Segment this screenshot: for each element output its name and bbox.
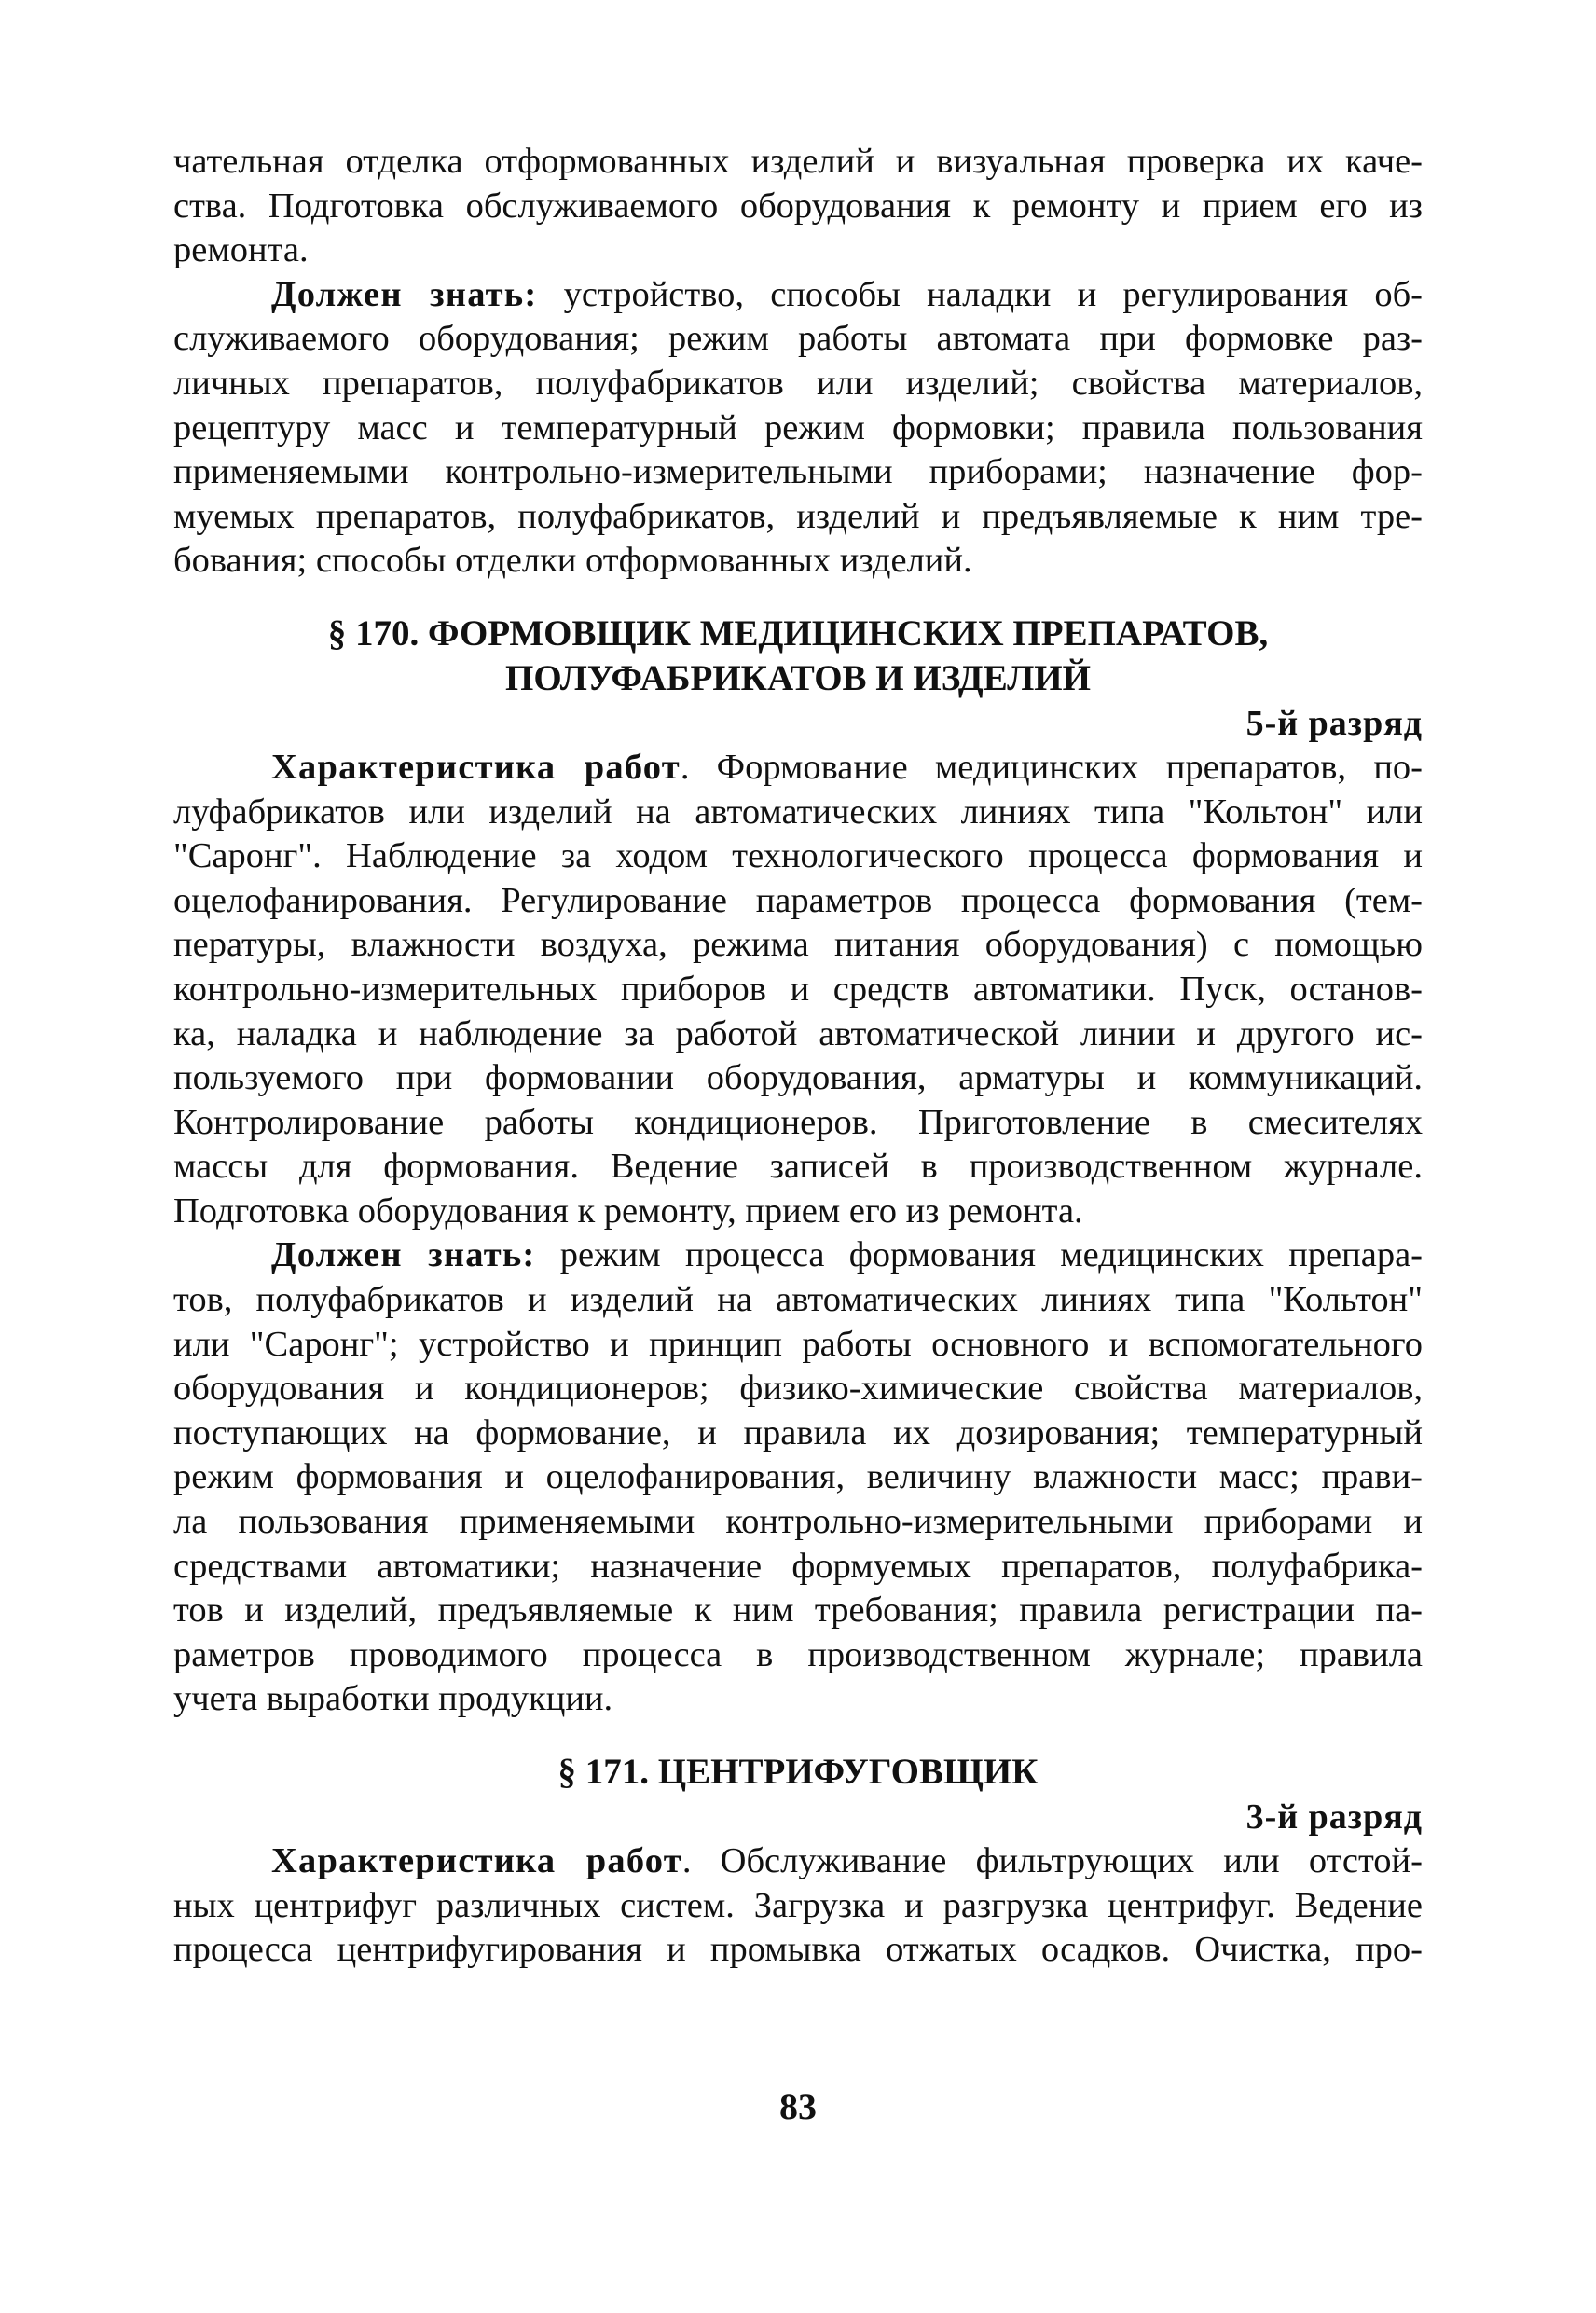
text-line: ла пользования применяемыми контрольно-измерительными приборами и	[173, 1502, 1423, 1542]
text-line: ных центрифуг различных систем. Загрузка и разгрузка центрифуг. Ведение	[173, 1885, 1423, 1925]
section-170-heading	[173, 612, 1423, 701]
text-line: бования; способы отделки отформованных изделий.	[173, 541, 972, 581]
intro-knowledge-paragraph	[173, 273, 1423, 584]
text-line: поступающих на формование, и правила их дозирования; температурный	[173, 1412, 1423, 1453]
text-line: ремонта.	[173, 230, 309, 270]
text-line: "Саронг". Наблюдение за ходом технологического процесса формования и	[173, 836, 1423, 876]
knowledge-text: режим процесса формования медицинских препара-	[535, 1235, 1423, 1275]
knowledge-label: Должен знать:	[271, 1235, 536, 1275]
text-line: оборудования и кондиционеров; физико-химические свойства материалов,	[173, 1369, 1423, 1409]
page-number: 83	[779, 2086, 817, 2127]
text-line: Подготовка оборудования к ремонту, прием его из ремонта.	[173, 1191, 1083, 1231]
section-title-line: ПОЛУФАБРИКАТОВ И ИЗДЕЛИЙ	[505, 657, 1091, 698]
section-170-knowledge	[173, 1233, 1423, 1722]
text-line: режим формования и оцелофанирования, величину влажности масс; прави-	[173, 1457, 1423, 1497]
section-171-characteristics	[173, 1839, 1423, 1973]
intro-paragraph	[173, 140, 1423, 273]
knowledge-text: устройство, способы наладки и регулирования об-	[537, 274, 1423, 314]
knowledge-label: Должен знать:	[271, 274, 538, 314]
text-line: служиваемого оборудования; режим работы автомата при формовке раз-	[173, 319, 1423, 359]
text-line: луфабрикатов или изделий на автоматических линиях типа "Кольтон" или	[173, 792, 1423, 832]
text-line: Контролирование работы кондиционеров. Приготовление в смесителях	[173, 1102, 1423, 1142]
text-line: ка, наладка и наблюдение за работой автоматической линии и другого ис-	[173, 1013, 1423, 1053]
text-line: учета выработки продукции.	[173, 1679, 613, 1719]
section-title-line: § 170. ФОРМОВЩИК МЕДИЦИНСКИХ ПРЕПАРАТОВ,	[327, 613, 1269, 654]
text-line: массы для формования. Ведение записей в производственном журнале.	[173, 1147, 1423, 1187]
text-line: рецептуру масс и температурный режим формовки; правила пользования	[173, 407, 1423, 447]
text-line: муемых препаратов, полуфабрикатов, изделий и предъявляемые к ним тре-	[173, 496, 1423, 536]
section-170-characteristics	[173, 746, 1423, 1234]
text-line: применяемыми контрольно-измерительными приборами; назначение фор-	[173, 452, 1423, 492]
text-line: процесса центрифугирования и промывка отжатых осадков. Очистка, про-	[173, 1930, 1423, 1970]
text-line	[173, 1233, 1423, 1278]
text-line: пературы, влажности воздуха, режима питания оборудования) с помощью	[173, 925, 1423, 965]
text-line: раметров проводимого процесса в производственном журнале; правила	[173, 1634, 1423, 1674]
characteristics-label: Характеристика работ	[271, 747, 681, 787]
text-line: ства. Подготовка обслуживаемого оборудования к ремонту и прием его из	[173, 186, 1423, 226]
text-line: тов, полуфабрикатов и изделий на автоматических линиях типа "Кольтон"	[173, 1280, 1423, 1320]
characteristics-label: Характеристика работ	[271, 1841, 682, 1880]
text-line: средствами автоматики; назначение формуемых препаратов, полуфабрика-	[173, 1546, 1423, 1586]
text-line	[173, 1839, 1423, 1884]
text-line: оцелофанирования. Регулирование параметров процесса формования (тем-	[173, 880, 1423, 920]
text-line: чательная отделка отформованных изделий и визуальная проверка их каче-	[173, 142, 1423, 181]
text-line: личных препаратов, полуфабрикатов или изделий; свойства материалов,	[173, 363, 1423, 403]
section-171-heading	[173, 1750, 1423, 1795]
text-line: или "Саронг"; устройство и принцип работы основного и вспомогательного	[173, 1324, 1423, 1364]
text-line	[173, 273, 1423, 318]
text-line	[173, 746, 1423, 791]
characteristics-text: . Формование медицинских препаратов, по-	[680, 747, 1423, 787]
grade-label: 3-й разряд	[1245, 1797, 1423, 1837]
page-body	[173, 140, 1423, 1973]
text-line: пользуемого при формовании оборудования, арматуры и коммуникаций.	[173, 1058, 1423, 1098]
grade-label: 5-й разряд	[1245, 703, 1423, 743]
text-line: тов и изделий, предъявляемые к ним требования; правила регистрации па-	[173, 1590, 1423, 1631]
text-line: контрольно-измерительных приборов и средств автоматики. Пуск, останов-	[173, 969, 1423, 1009]
section-title-line: § 171. ЦЕНТРИФУГОВЩИК	[557, 1752, 1039, 1792]
characteristics-text: . Обслуживание фильтрующих или отстой-	[681, 1841, 1423, 1880]
